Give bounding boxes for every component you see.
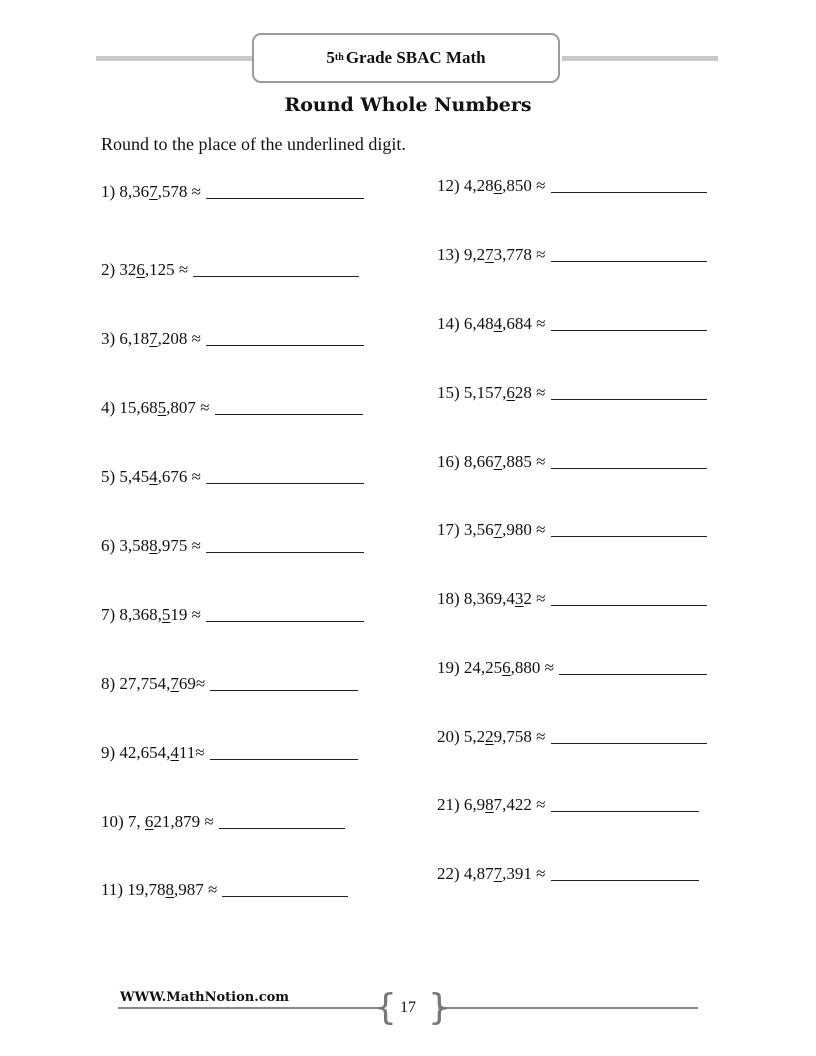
- answer-blank[interactable]: [210, 676, 358, 691]
- problem-label: 4): [101, 398, 116, 417]
- problem-label: 2): [101, 260, 116, 279]
- answer-blank[interactable]: [551, 522, 707, 537]
- answer-blank[interactable]: [551, 454, 707, 469]
- header-box: 5 th Grade SBAC Math: [252, 33, 560, 83]
- problem-label: 15): [437, 383, 460, 402]
- problem-label: 21): [437, 795, 460, 814]
- problem-number: 3,588,975 ≈: [119, 536, 202, 555]
- underlined-digit: 4: [149, 467, 158, 486]
- problem-3: [101, 329, 364, 349]
- problem-number: 5,454,676 ≈: [119, 467, 202, 486]
- underlined-digit: 4: [170, 743, 179, 762]
- problem-label: 14): [437, 314, 460, 333]
- problem-15: [437, 383, 707, 403]
- problem-label: 18): [437, 589, 460, 608]
- underlined-digit: 7: [485, 245, 494, 264]
- problem-label: 5): [101, 467, 116, 486]
- problem-label: 20): [437, 727, 460, 746]
- answer-blank[interactable]: [222, 882, 348, 897]
- problem-20: [437, 727, 707, 747]
- problem-number: 8,667,885 ≈: [463, 452, 546, 471]
- problem-9: [101, 743, 358, 763]
- problem-label: 22): [437, 864, 460, 883]
- problem-label: 19): [437, 658, 460, 677]
- answer-blank[interactable]: [206, 469, 364, 484]
- right-brace-icon: }: [428, 987, 451, 1028]
- problem-16: [437, 452, 707, 472]
- answer-blank[interactable]: [551, 866, 699, 881]
- problem-1: [101, 182, 364, 202]
- problem-number: 8,369,432 ≈: [463, 589, 546, 608]
- problem-label: 17): [437, 520, 460, 539]
- underlined-digit: 7: [149, 182, 158, 201]
- problem-label: 6): [101, 536, 116, 555]
- problem-number: 9,273,778 ≈: [463, 245, 546, 264]
- underlined-digit: 2: [485, 727, 494, 746]
- problem-17: [437, 520, 707, 540]
- answer-blank[interactable]: [206, 184, 364, 199]
- instructions: Round to the place of the underlined digit.: [101, 134, 406, 154]
- footer-url: WWW.MathNotion.com: [120, 990, 290, 1005]
- answer-blank[interactable]: [551, 316, 707, 331]
- underlined-digit: 7: [493, 452, 503, 471]
- problem-number: 8,368,519 ≈: [119, 605, 202, 624]
- problem-label: 16): [437, 452, 460, 471]
- problem-21: [437, 795, 699, 815]
- problem-number: 4,286,850 ≈: [463, 176, 546, 195]
- problem-label: 1): [101, 182, 116, 201]
- answer-blank[interactable]: [206, 538, 364, 553]
- problem-number: 3,567,980 ≈: [463, 520, 546, 539]
- answer-blank[interactable]: [559, 660, 707, 675]
- problem-label: 3): [101, 329, 116, 348]
- problem-2: [101, 260, 359, 280]
- underlined-digit: 7: [149, 329, 158, 348]
- answer-blank[interactable]: [551, 729, 707, 744]
- problem-label: 10): [101, 812, 124, 831]
- problem-5: [101, 467, 364, 487]
- footer-rule-right: [438, 1007, 698, 1009]
- answer-blank[interactable]: [219, 814, 345, 829]
- problem-number: 5,157,628 ≈: [463, 383, 546, 402]
- underlined-digit: 6: [136, 260, 145, 279]
- page-title: Round Whole Numbers: [284, 94, 532, 116]
- answer-blank[interactable]: [551, 797, 699, 812]
- underlined-digit: 4: [493, 314, 503, 333]
- problem-8: [101, 674, 358, 694]
- problem-13: [437, 245, 707, 265]
- answer-blank[interactable]: [551, 385, 707, 400]
- problem-label: 13): [437, 245, 460, 264]
- underlined-digit: 6: [506, 383, 515, 402]
- answer-blank[interactable]: [193, 262, 359, 277]
- underlined-digit: 7: [493, 520, 503, 539]
- problem-number: 5,229,758 ≈: [463, 727, 546, 746]
- header-label: Grade SBAC Math: [345, 48, 486, 67]
- underlined-digit: 5: [157, 398, 167, 417]
- answer-blank[interactable]: [215, 400, 363, 415]
- underlined-digit: 8: [485, 795, 494, 814]
- header-rule-right: [562, 56, 718, 61]
- problem-6: [101, 536, 364, 556]
- problem-number: 6,187,208 ≈: [119, 329, 202, 348]
- problem-4: [101, 398, 363, 418]
- answer-blank[interactable]: [206, 607, 364, 622]
- underlined-digit: 8: [165, 880, 175, 899]
- problem-number: 326,125 ≈: [119, 260, 189, 279]
- problem-label: 12): [437, 176, 460, 195]
- problem-22: [437, 864, 699, 884]
- problem-12: [437, 176, 707, 196]
- problem-7: [101, 605, 364, 625]
- answer-blank[interactable]: [551, 591, 707, 606]
- underlined-digit: 8: [149, 536, 158, 555]
- problem-number: 4,877,391 ≈: [463, 864, 546, 883]
- answer-blank[interactable]: [551, 178, 707, 193]
- underlined-digit: 7: [493, 864, 503, 883]
- header-grade-number: 5: [326, 48, 335, 67]
- problem-number: 42,654,411≈: [119, 743, 205, 762]
- problem-10: [101, 812, 345, 832]
- problem-number: 27,754,769≈: [119, 674, 206, 693]
- problem-number: 6,987,422 ≈: [463, 795, 546, 814]
- underlined-digit: 5: [161, 605, 171, 624]
- problem-number: 15,685,807 ≈: [119, 398, 210, 417]
- page-number: 17: [400, 999, 416, 1016]
- answer-blank[interactable]: [210, 745, 358, 760]
- underlined-digit: 3: [514, 589, 524, 608]
- problem-number: 6,484,684 ≈: [463, 314, 546, 333]
- answer-blank[interactable]: [206, 331, 364, 346]
- problem-11: [101, 880, 348, 900]
- underlined-digit: 6: [144, 812, 154, 831]
- answer-blank[interactable]: [551, 247, 707, 262]
- problem-number: 7, 621,879 ≈: [127, 812, 214, 831]
- problem-label: 7): [101, 605, 116, 624]
- underlined-digit: 6: [493, 176, 503, 195]
- problem-number: 8,367,578 ≈: [119, 182, 202, 201]
- problem-14: [437, 314, 707, 334]
- problem-label: 11): [101, 880, 124, 899]
- problem-18: [437, 589, 707, 609]
- underlined-digit: 7: [170, 674, 179, 693]
- problem-number: 19,788,987 ≈: [127, 880, 218, 899]
- header-rule-left: [96, 56, 252, 61]
- left-brace-icon: {: [374, 987, 397, 1028]
- problem-19: [437, 658, 707, 678]
- problem-label: 8): [101, 674, 116, 693]
- problem-label: 9): [101, 743, 116, 762]
- problem-number: 24,256,880 ≈: [463, 658, 555, 677]
- underlined-digit: 6: [502, 658, 511, 677]
- footer-rule-left: [118, 1007, 380, 1009]
